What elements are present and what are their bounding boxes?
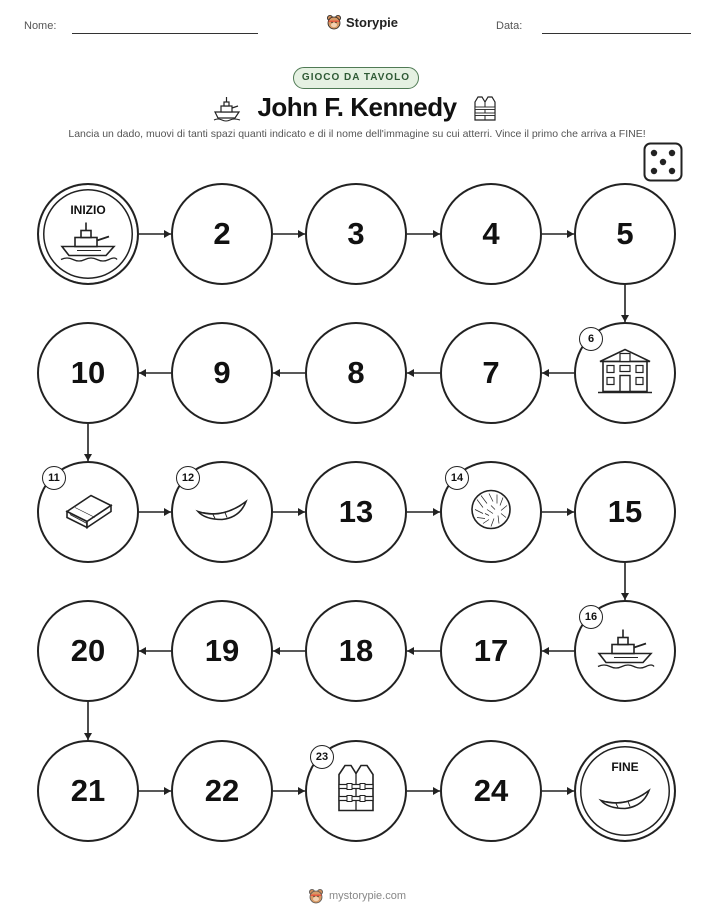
board-space-inizio <box>37 183 139 285</box>
date-label: Data: <box>496 20 523 32</box>
space-number: 10 <box>70 355 106 390</box>
space-number: 21 <box>70 773 106 808</box>
category-badge: GIOCO DA TAVOLO <box>293 67 419 89</box>
space-number: 5 <box>616 216 634 251</box>
space-number: 19 <box>204 633 240 668</box>
board-space-23 <box>305 740 407 842</box>
board-space-10 <box>37 322 139 424</box>
board-space-8 <box>305 322 407 424</box>
space-number: 20 <box>70 633 106 668</box>
board-space-12 <box>171 461 273 563</box>
space-number: 7 <box>482 355 500 390</box>
board-space-6 <box>574 322 676 424</box>
board-space-16 <box>574 600 676 702</box>
space-number: 2 <box>213 216 231 251</box>
space-number-badge: 23 <box>310 745 334 769</box>
life-jacket-icon <box>334 763 378 820</box>
canoe-icon <box>195 496 249 529</box>
space-number: 24 <box>473 773 509 808</box>
book-icon <box>61 490 115 535</box>
board-space-11 <box>37 461 139 563</box>
space-number-badge: 16 <box>579 605 603 629</box>
instructions-text: Lancia un dado, muovi di tanti spazi quanti indicato e di il nome dell'immagine su cui atterri. Vince il primo che arriva a FINE! <box>68 128 646 140</box>
board-space-21 <box>37 740 139 842</box>
space-number-badge: 12 <box>176 466 200 490</box>
board-space-13 <box>305 461 407 563</box>
space-number: 13 <box>338 494 374 529</box>
space-label: INIZIO <box>70 203 106 217</box>
board-space-20 <box>37 600 139 702</box>
board-space-fine <box>574 740 676 842</box>
board-space-14 <box>440 461 542 563</box>
space-number: 22 <box>204 773 240 808</box>
canoe-icon <box>598 784 652 817</box>
board-space-18 <box>305 600 407 702</box>
space-label: FINE <box>611 760 639 774</box>
name-label: Nome: <box>24 20 57 32</box>
board-space-22 <box>171 740 273 842</box>
board-space-2 <box>171 183 273 285</box>
space-number: 3 <box>347 216 365 251</box>
board-space-15 <box>574 461 676 563</box>
footer-url: mystorypie.com <box>328 890 407 902</box>
board-space-17 <box>440 600 542 702</box>
board-space-7 <box>440 322 542 424</box>
space-number: 17 <box>473 633 509 668</box>
space-number: 4 <box>482 216 500 251</box>
board-space-9 <box>171 322 273 424</box>
space-number-badge: 11 <box>42 466 66 490</box>
boat-icon <box>57 219 119 268</box>
space-number: 8 <box>347 355 365 390</box>
space-number-badge: 6 <box>579 327 603 351</box>
space-number: 9 <box>213 355 231 390</box>
space-number: 18 <box>338 633 374 668</box>
board-space-19 <box>171 600 273 702</box>
brand-name: Storypie <box>346 14 399 30</box>
space-number-badge: 14 <box>445 466 469 490</box>
board-space-24 <box>440 740 542 842</box>
board-space-3 <box>305 183 407 285</box>
board-space-4 <box>440 183 542 285</box>
space-number: 15 <box>607 494 643 529</box>
house-icon <box>596 346 654 401</box>
coconut-icon <box>467 486 515 539</box>
bear-mascot-icon <box>308 888 324 904</box>
board-space-5 <box>574 183 676 285</box>
page-title: John F. Kennedy <box>257 92 457 122</box>
boat-icon <box>594 627 656 676</box>
footer <box>0 888 714 904</box>
